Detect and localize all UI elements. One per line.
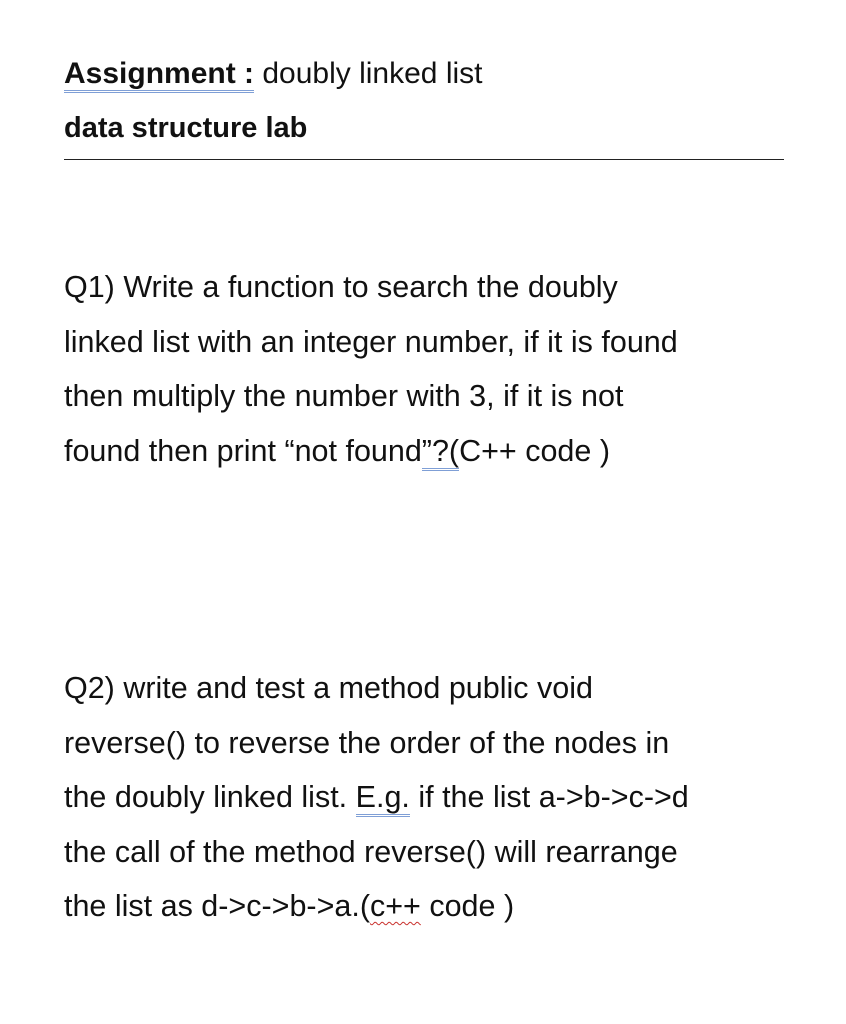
grammar-marked-text: E.g. xyxy=(356,780,410,817)
document-header xyxy=(64,52,784,150)
header-divider xyxy=(64,159,784,160)
question-2-line xyxy=(64,770,804,825)
spelling-marked-text: c++ xyxy=(369,889,421,923)
question-2-line xyxy=(64,879,804,934)
question-1-line xyxy=(64,424,804,479)
question-1 xyxy=(64,260,804,478)
assignment-title xyxy=(64,52,784,96)
question-2-text: the doubly linked list. xyxy=(64,780,356,814)
grammar-marked-text: ”?( xyxy=(422,434,459,471)
question-1-line: Q1) Write a function to search the doubly xyxy=(64,270,618,304)
question-2-text: code ) xyxy=(420,889,515,923)
question-1-text: found then print “not found xyxy=(64,433,422,468)
question-2 xyxy=(64,661,804,934)
question-2-line: the call of the method reverse() will rearrange xyxy=(64,834,678,869)
question-2-line: Q2) write and test a method public void xyxy=(64,671,593,705)
question-1-text: C++ code ) xyxy=(459,433,610,468)
question-2-line: reverse() to reverse the order of the nodes in xyxy=(64,725,670,760)
assignment-topic: doubly linked list xyxy=(254,57,483,90)
question-2-text: the list as d->c->b->a.( xyxy=(64,889,370,923)
course-subtitle: data structure lab xyxy=(64,112,308,144)
question-2-text: if the list a->b->c->d xyxy=(409,780,689,814)
question-1-line: then multiply the number with 3, if it is not xyxy=(64,379,624,413)
question-1-line: linked list with an integer number, if it is found xyxy=(64,324,678,359)
assignment-label: Assignment : xyxy=(64,57,254,93)
